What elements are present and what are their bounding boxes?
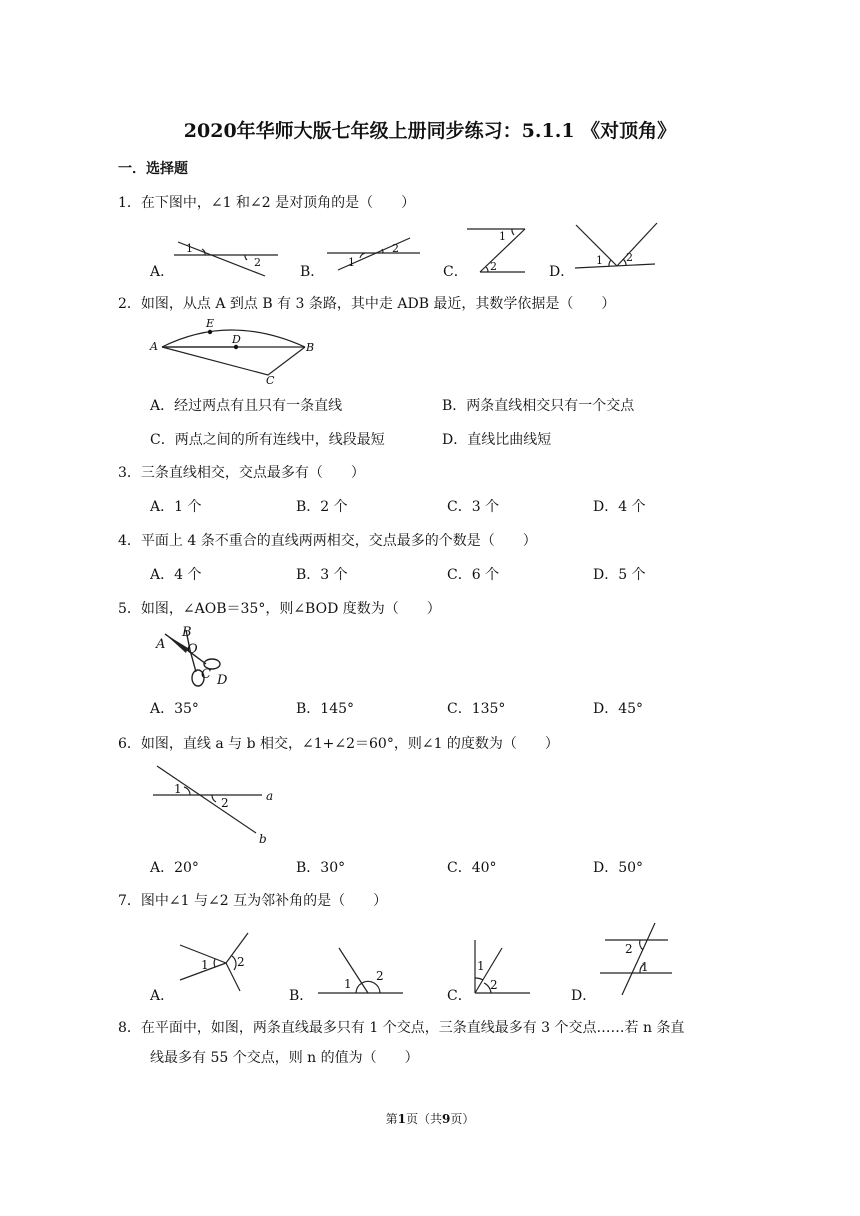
q2-label-c: C xyxy=(266,374,275,387)
footer-prefix: 第 xyxy=(385,1112,398,1126)
q6-option-d: D．50° xyxy=(593,860,644,876)
q6-option-b: B．30° xyxy=(296,860,346,876)
q2-label-e: E xyxy=(206,317,215,330)
q7-figures xyxy=(0,918,860,998)
q1-option-a: A． xyxy=(150,264,175,280)
q7-option-c: C． xyxy=(447,988,472,1004)
footer-page-number: 1 xyxy=(397,1112,406,1126)
q5-label-b: B xyxy=(182,625,192,640)
q3-option-c: C．3 个 xyxy=(447,499,500,515)
q7c-label-1: 1 xyxy=(477,959,485,973)
q1-figures xyxy=(0,220,860,280)
question-2-stem: 2．如图，从点 A 到点 B 有 3 条路，其中走 ADB 最近，其数学依据是（ ） xyxy=(118,296,616,312)
q5-option-d: D．45° xyxy=(593,701,644,717)
footer-suffix: 页） xyxy=(450,1112,475,1126)
question-1-stem: 1．在下图中，∠1 和∠2 是对顶角的是（ ） xyxy=(118,195,416,211)
q4-option-d: D．5 个 xyxy=(593,567,646,583)
q7d-label-2: 2 xyxy=(625,942,633,956)
q5-option-a: A．35° xyxy=(150,701,199,717)
q5-label-o: O xyxy=(187,642,198,657)
question-3-stem: 3．三条直线相交，交点最多有（ ） xyxy=(118,465,365,481)
q2-option-c: C．两点之间的所有连线中，线段最短 xyxy=(150,432,385,448)
q1c-label-2: 2 xyxy=(490,260,497,273)
q7-option-d: D． xyxy=(571,988,597,1004)
q7-figure-b xyxy=(318,948,403,993)
question-6-stem: 6．如图，直线 a 与 b 相交，∠1+∠2＝60°，则∠1 的度数为（ ） xyxy=(118,736,559,752)
q7-option-b: B． xyxy=(289,988,314,1004)
q3-option-a: A．1 个 xyxy=(150,499,202,515)
q5-label-c: C xyxy=(201,667,211,682)
q5-option-b: B．145° xyxy=(296,701,355,717)
q6-label-2: 2 xyxy=(221,796,229,810)
q2-label-a: A xyxy=(150,340,158,353)
footer-total-pages: 9 xyxy=(442,1112,451,1126)
q3-option-d: D．4 个 xyxy=(593,499,646,515)
question-7-stem: 7．图中∠1 与∠2 互为邻补角的是（ ） xyxy=(118,893,388,909)
section-heading: 一．选择题 xyxy=(118,161,188,177)
q2-option-a: A．经过两点有且只有一条直线 xyxy=(150,398,343,414)
question-5-stem: 5．如图，∠AOB＝35°，则∠BOD 度数为（ ） xyxy=(118,601,441,617)
footer-mid: 页（共 xyxy=(405,1112,442,1126)
q2-figure xyxy=(0,312,860,387)
q1d-label-1: 1 xyxy=(596,254,603,267)
q6-label-a: a xyxy=(266,789,274,803)
q7c-label-2: 2 xyxy=(490,978,498,992)
question-4-stem: 4．平面上 4 条不重合的直线两两相交，交点最多的个数是（ ） xyxy=(118,533,537,549)
q1a-label-1: 1 xyxy=(186,242,193,255)
q6-figure xyxy=(0,760,860,850)
page-title: 2020年华师大版七年级上册同步练习：5.1.1 《对顶角》 xyxy=(183,120,677,142)
q7a-label-2: 2 xyxy=(237,955,245,969)
q1-option-c: C． xyxy=(443,264,468,280)
q7b-label-1: 1 xyxy=(344,977,352,991)
q2-option-b: B．两条直线相交只有一个交点 xyxy=(442,398,635,414)
q7-figure-d xyxy=(600,923,672,995)
q6-label-1: 1 xyxy=(174,782,182,796)
q1-option-b: B． xyxy=(300,264,325,280)
q1d-label-2: 2 xyxy=(626,251,633,264)
q1c-label-1: 1 xyxy=(499,230,506,243)
q5-label-a: A xyxy=(156,637,166,652)
q5-option-c: C．135° xyxy=(447,701,506,717)
q6-option-a: A．20° xyxy=(150,860,199,876)
q4-option-c: C．6 个 xyxy=(447,567,500,583)
q4-option-a: A．4 个 xyxy=(150,567,202,583)
q5-label-d: D xyxy=(217,673,228,688)
q3-option-b: B．2 个 xyxy=(296,499,348,515)
question-8-stem-line1: 8．在平面中，如图，两条直线最多只有 1 个交点，三条直线最多有 3 个交点……若 n 条直 xyxy=(118,1020,685,1036)
q2-option-d: D．直线比曲线短 xyxy=(442,432,552,448)
q2-label-d: D xyxy=(232,333,241,346)
q1b-label-1: 1 xyxy=(348,256,355,269)
q1b-label-2: 2 xyxy=(392,242,399,255)
q7b-label-2: 2 xyxy=(376,969,384,983)
question-8-stem-line2: 线最多有 55 个交点，则 n 的值为（ ） xyxy=(150,1050,419,1066)
q2-label-b: B xyxy=(306,341,315,354)
page-footer xyxy=(0,1110,860,1127)
q7a-label-1: 1 xyxy=(201,958,209,972)
q6-option-c: C．40° xyxy=(447,860,497,876)
q7-option-a: A． xyxy=(150,988,175,1004)
q1-figure-d xyxy=(575,223,657,268)
q5-figure-scissors xyxy=(0,620,860,690)
q4-option-b: B．3 个 xyxy=(296,567,348,583)
q1a-label-2: 2 xyxy=(254,256,261,269)
q1-figure-b xyxy=(327,238,420,270)
q7d-label-1: 1 xyxy=(641,960,649,974)
q1-option-d: D． xyxy=(549,264,575,280)
q6-label-b: b xyxy=(259,832,267,846)
